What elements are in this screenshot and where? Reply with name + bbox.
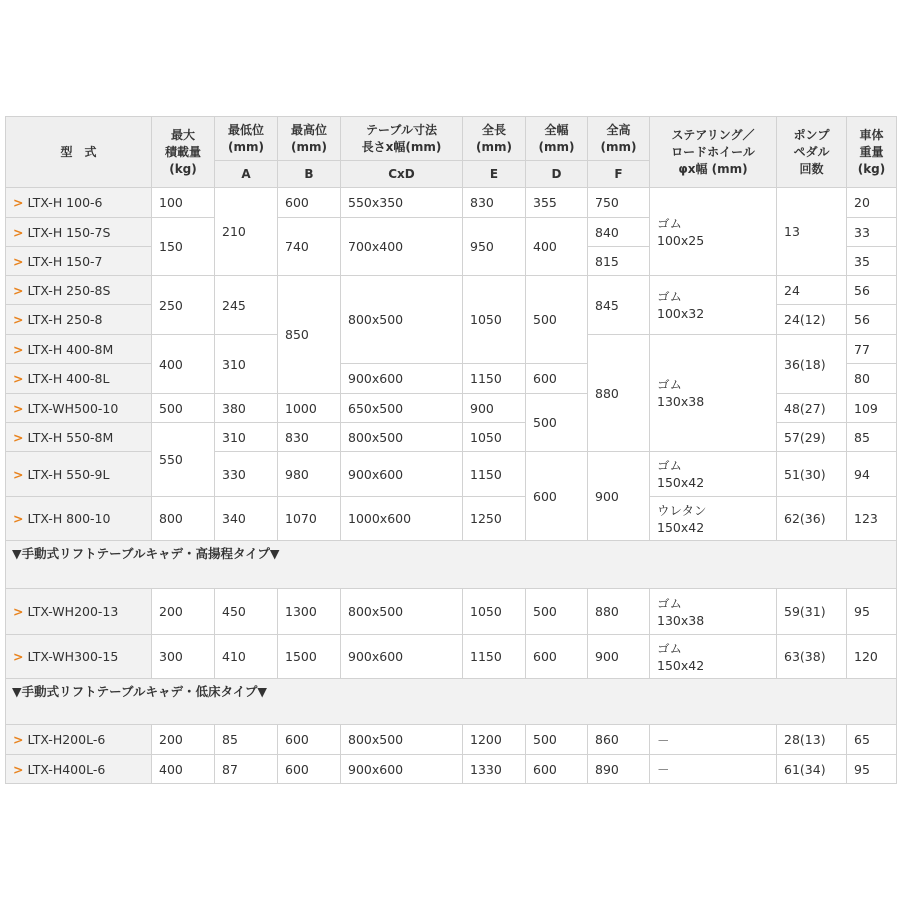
cell-wt: 80 [847,364,897,394]
cell-wid: 400 [526,218,588,276]
cell-pedal: 28(13) [777,725,847,755]
arrow-icon: > [13,649,24,664]
model-cell[interactable] [6,335,152,364]
arrow-icon: > [13,312,24,327]
cell-size: 550x350 [341,188,463,218]
section-title: ▼手動式リフトテーブルキャデ・低床タイプ▼ [6,679,897,725]
cell-size: 800x500 [341,423,463,452]
model-cell[interactable] [6,394,152,423]
arrow-icon: > [13,253,24,269]
cell-load: 500 [152,394,215,423]
cell-pedal: 51(30) [777,452,847,497]
cell-wid: 600 [526,364,588,394]
col-model: 型 式 [6,117,152,188]
cell-len: 950 [463,218,526,276]
cell-max: 830 [278,423,341,452]
table-row [6,452,897,497]
cell-wt: 95 [847,755,897,784]
arrow-icon: > [13,466,24,482]
cell-wheel: － [650,725,777,755]
model-link[interactable]: > LTX-H 150-7 [13,253,103,269]
cell-wt: 120 [847,635,897,679]
cell-min: 87 [215,755,278,784]
col-total-width: 全幅 (mm) [526,117,588,161]
model-cell[interactable] [6,364,152,394]
cell-wid: 600 [526,755,588,784]
model-cell[interactable] [6,589,152,635]
table-row [6,589,897,635]
cell-pedal: 57(29) [777,423,847,452]
cell-load: 200 [152,589,215,635]
cell-wheel: ゴム 100x32 [650,276,777,335]
cell-load: 250 [152,276,215,335]
table-row [6,725,897,755]
cell-hgt: 845 [588,276,650,335]
model-cell[interactable] [6,497,152,541]
table-row [6,755,897,784]
section-row-low-floor [6,679,897,725]
cell-hgt: 880 [588,589,650,635]
cell-size: 900x600 [341,755,463,784]
cell-wid: 500 [526,589,588,635]
cell-load: 300 [152,635,215,679]
model-link[interactable]: > LTX-WH500-10 [13,400,119,416]
cell-pedal: 62(36) [777,497,847,541]
cell-wt: 33 [847,218,897,247]
table-row [6,497,897,541]
col-min-height: 最低位 (mm) [215,117,278,161]
model-link[interactable]: > LTX-H 250-8 [13,312,103,327]
cell-max: 1500 [278,635,341,679]
model-link[interactable]: > LTX-H 150-7S [13,224,111,240]
col-letter-d: D [526,161,588,188]
model-cell[interactable] [6,247,152,276]
cell-load: 400 [152,335,215,394]
cell-load: 400 [152,755,215,784]
cell-size: 800x500 [341,276,463,364]
cell-wt: 35 [847,247,897,276]
cell-min: 310 [215,335,278,394]
cell-load: 800 [152,497,215,541]
cell-len: 1150 [463,635,526,679]
cell-wt: 20 [847,188,897,218]
col-letter-cxd: CxD [341,161,463,188]
model-link[interactable]: > LTX-H400L-6 [13,761,106,777]
cell-wt: 94 [847,452,897,497]
cell-hgt: 840 [588,218,650,247]
cell-min: 410 [215,635,278,679]
cell-wt: 95 [847,589,897,635]
arrow-icon: > [13,195,24,210]
cell-wheel: ゴム 130x38 [650,335,777,452]
cell-wt: 109 [847,394,897,423]
model-link[interactable]: > LTX-H200L-6 [13,732,106,747]
arrow-icon: > [13,761,24,777]
cell-wheel: ゴム 150x42 [650,452,777,497]
cell-max: 1070 [278,497,341,541]
model-link[interactable]: > LTX-WH300-15 [13,649,119,664]
cell-max: 600 [278,188,341,218]
model-cell[interactable] [6,305,152,335]
cell-wheel: － [650,755,777,784]
col-total-length: 全長 (mm) [463,117,526,161]
model-link[interactable]: > LTX-H 800-10 [13,511,111,526]
cell-wid: 500 [526,725,588,755]
cell-len: 1150 [463,364,526,394]
cell-max: 600 [278,725,341,755]
model-cell[interactable] [6,188,152,218]
cell-max: 1000 [278,394,341,423]
cell-pedal: 61(34) [777,755,847,784]
cell-pedal: 24(12) [777,305,847,335]
model-link[interactable]: > LTX-WH200-13 [13,604,119,619]
cell-pedal: 48(27) [777,394,847,423]
arrow-icon: > [13,282,24,298]
cell-wt: 123 [847,497,897,541]
cell-max: 850 [278,276,341,394]
model-cell[interactable] [6,635,152,679]
cell-pedal: 63(38) [777,635,847,679]
cell-max: 740 [278,218,341,276]
cell-wid: 600 [526,635,588,679]
cell-wt: 85 [847,423,897,452]
cell-size: 700x400 [341,218,463,276]
model-link[interactable]: > LTX-H 400-8M [13,341,114,357]
cell-size: 900x600 [341,364,463,394]
cell-max: 980 [278,452,341,497]
col-letter-e: E [463,161,526,188]
cell-wt: 65 [847,725,897,755]
cell-min: 245 [215,276,278,335]
cell-wid: 355 [526,188,588,218]
cell-min: 450 [215,589,278,635]
cell-len: 1050 [463,423,526,452]
cell-size: 900x600 [341,452,463,497]
cell-load: 550 [152,423,215,497]
cell-max: 600 [278,755,341,784]
cell-hgt: 900 [588,635,650,679]
cell-len: 1050 [463,276,526,364]
col-total-height: 全高 (mm) [588,117,650,161]
cell-size: 1000x600 [341,497,463,541]
cell-len: 1150 [463,452,526,497]
cell-len: 1050 [463,589,526,635]
cell-len: 1200 [463,725,526,755]
model-cell[interactable] [6,423,152,452]
arrow-icon: > [13,732,24,747]
cell-pedal: 59(31) [777,589,847,635]
cell-min: 85 [215,725,278,755]
model-link[interactable]: > LTX-H 100-6 [13,195,103,210]
cell-size: 800x500 [341,725,463,755]
cell-len: 900 [463,394,526,423]
cell-hgt: 860 [588,725,650,755]
model-link[interactable]: > LTX-H 400-8L [13,371,110,386]
cell-len: 1330 [463,755,526,784]
col-max-height: 最高位 (mm) [278,117,341,161]
cell-max: 1300 [278,589,341,635]
col-wheel: ステアリング／ ロードホイール φx幅 (mm) [650,117,777,188]
col-max-load: 最大 積載量 (kg) [152,117,215,188]
cell-hgt: 880 [588,335,650,452]
cell-wheel: ウレタン 150x42 [650,497,777,541]
cell-hgt: 890 [588,755,650,784]
cell-min: 340 [215,497,278,541]
cell-hgt: 900 [588,452,650,541]
cell-len: 1250 [463,497,526,541]
arrow-icon: > [13,400,24,416]
section-title: ▼手動式リフトテーブルキャデ・高揚程タイプ▼ [6,541,897,589]
arrow-icon: > [13,604,24,619]
arrow-icon: > [13,511,24,526]
table-row [6,635,897,679]
cell-wheel: ゴム 130x38 [650,589,777,635]
cell-min: 310 [215,423,278,452]
model-cell[interactable] [6,452,152,497]
cell-wheel: ゴム 100x25 [650,188,777,276]
table-row [6,276,897,305]
cell-hgt: 750 [588,188,650,218]
cell-load: 150 [152,218,215,276]
cell-len: 830 [463,188,526,218]
cell-wt: 77 [847,335,897,364]
model-cell[interactable] [6,755,152,784]
cell-pedal: 24 [777,276,847,305]
arrow-icon: > [13,224,24,240]
cell-load: 200 [152,725,215,755]
col-letter-f: F [588,161,650,188]
model-cell[interactable] [6,725,152,755]
cell-min: 330 [215,452,278,497]
arrow-icon: > [13,341,24,357]
cell-hgt: 815 [588,247,650,276]
section-row-high-lift [6,541,897,589]
model-link[interactable]: > LTX-H 250-8S [13,282,111,298]
model-cell[interactable] [6,218,152,247]
cell-min: 380 [215,394,278,423]
col-pedal: ポンプ ペダル 回数 [777,117,847,188]
arrow-icon: > [13,429,24,445]
cell-wt: 56 [847,276,897,305]
cell-wid: 500 [526,276,588,364]
model-link[interactable]: > LTX-H 550-9L [13,466,110,482]
model-cell[interactable] [6,276,152,305]
cell-wid: 500 [526,394,588,452]
spec-table [5,116,897,784]
model-link[interactable]: > LTX-H 550-8M [13,429,114,445]
cell-size: 800x500 [341,589,463,635]
table-row [6,188,897,218]
cell-wid: 600 [526,452,588,541]
col-table-size: テーブル寸法 長さx幅(mm) [341,117,463,161]
cell-pedal: 13 [777,188,847,276]
table-header [6,117,897,188]
cell-size: 650x500 [341,394,463,423]
cell-pedal: 36(18) [777,335,847,394]
cell-min: 210 [215,188,278,276]
cell-size: 900x600 [341,635,463,679]
col-letter-b: B [278,161,341,188]
cell-wheel: ゴム 150x42 [650,635,777,679]
cell-load: 100 [152,188,215,218]
col-letter-a: A [215,161,278,188]
arrow-icon: > [13,371,24,386]
col-weight: 車体 重量 (kg) [847,117,897,188]
cell-wt: 56 [847,305,897,335]
